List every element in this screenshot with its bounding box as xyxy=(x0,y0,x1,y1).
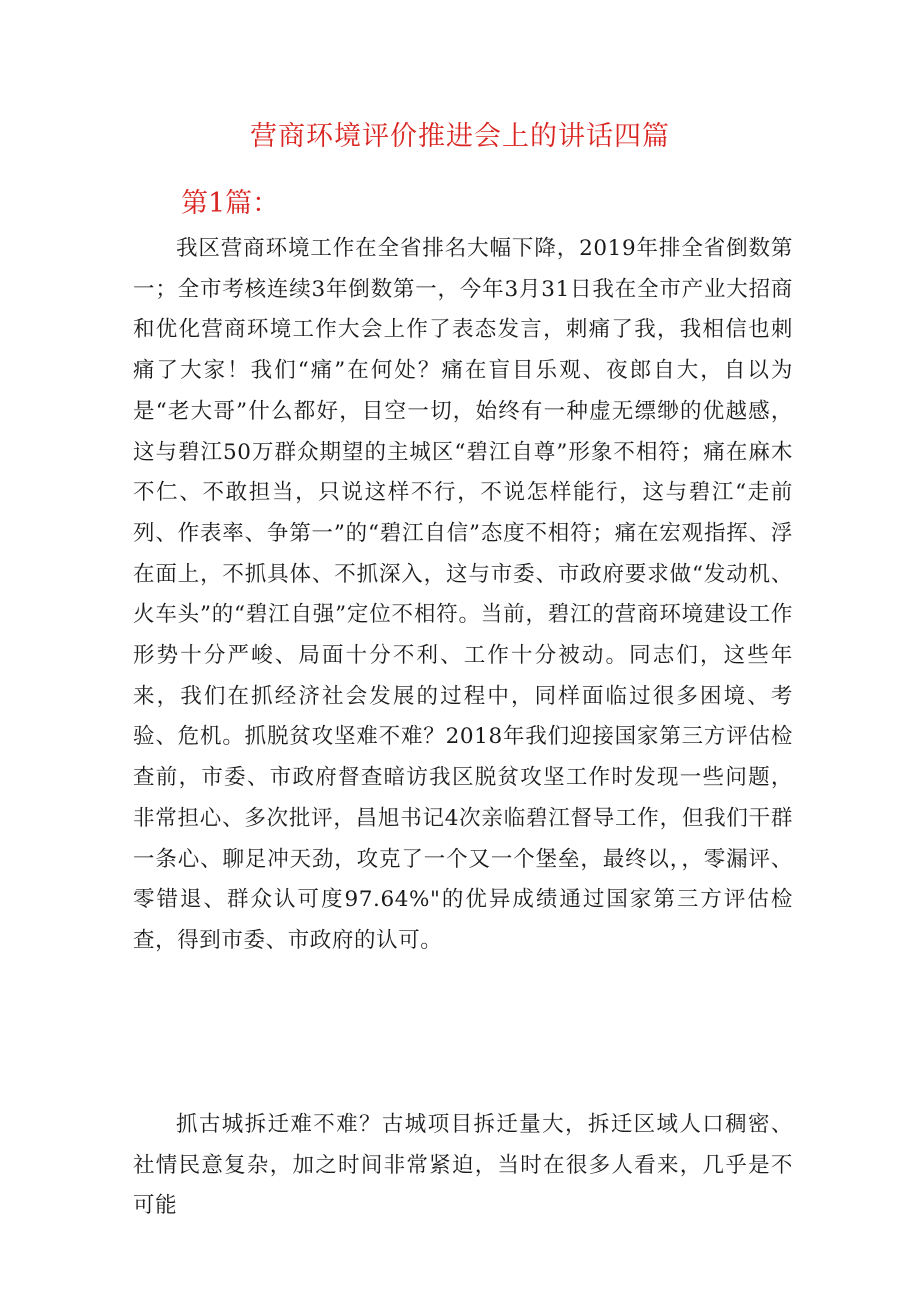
document-title: 营商环境评价推进会上的讲话四篇 xyxy=(250,121,670,152)
body-paragraph: 我区营商环境工作在全省排名大幅下降，2019年排全省倒数第一；全市考核连续3年倒数第一，今年3月31日我在全市产业大招商和优化营商环境工作大会上作了表态发言，刺痛了我，我相信也刺痛了大家！我们“痛”在何处？痛在盲目乐观、夜郎自大，自以为是“老大哥”什么都好，目空一切，始终有一种虚无缥缈的优越感，这与碧江50万群众期望的主城区“碧江自尊”形象不相符；痛在麻木不仁、不敢担当，只说这样不行，不说怎样能行，这与碧江“走前列、作表率、争第一”的“碧江自信”态度不相符；痛在宏观指挥、浮在面上，不抓具体、不抓深入，这与市委、市政府要求做“发动机、火车头”的“碧江自强”定位不相符。当前，碧江的营商环境建设工作形势十分严峻、局面十分不利、工作十分被动。同志们，这些年来，我们在抓经济社会发展的过程中，同样面临过很多困境、考验、危机。抓脱贫攻坚难不难？2018年我们迎接国家第三方评估检查前，市委、市政府督查暗访我区脱贫攻坚工作时发现一些问题，非常担心、多次批评，昌旭书记4次亲临碧江督导工作，但我们干群一条心、聊足冲天劲，攻克了一个又一个堡垒，最终以，，零漏评、零错退、群众认可度97.64%"的优异成绩通过国家第三方评估检查，得到市委、市政府的认可。 xyxy=(133,236,793,953)
section-heading: 第1篇： xyxy=(181,188,280,219)
body-paragraph: 抓古城拆迁难不难？古城项目拆迁量大，拆迁区域人口稠密、社情民意复杂，加之时间非常紧迫，当时在很多人看来，几乎是不可能 xyxy=(133,1112,793,1219)
